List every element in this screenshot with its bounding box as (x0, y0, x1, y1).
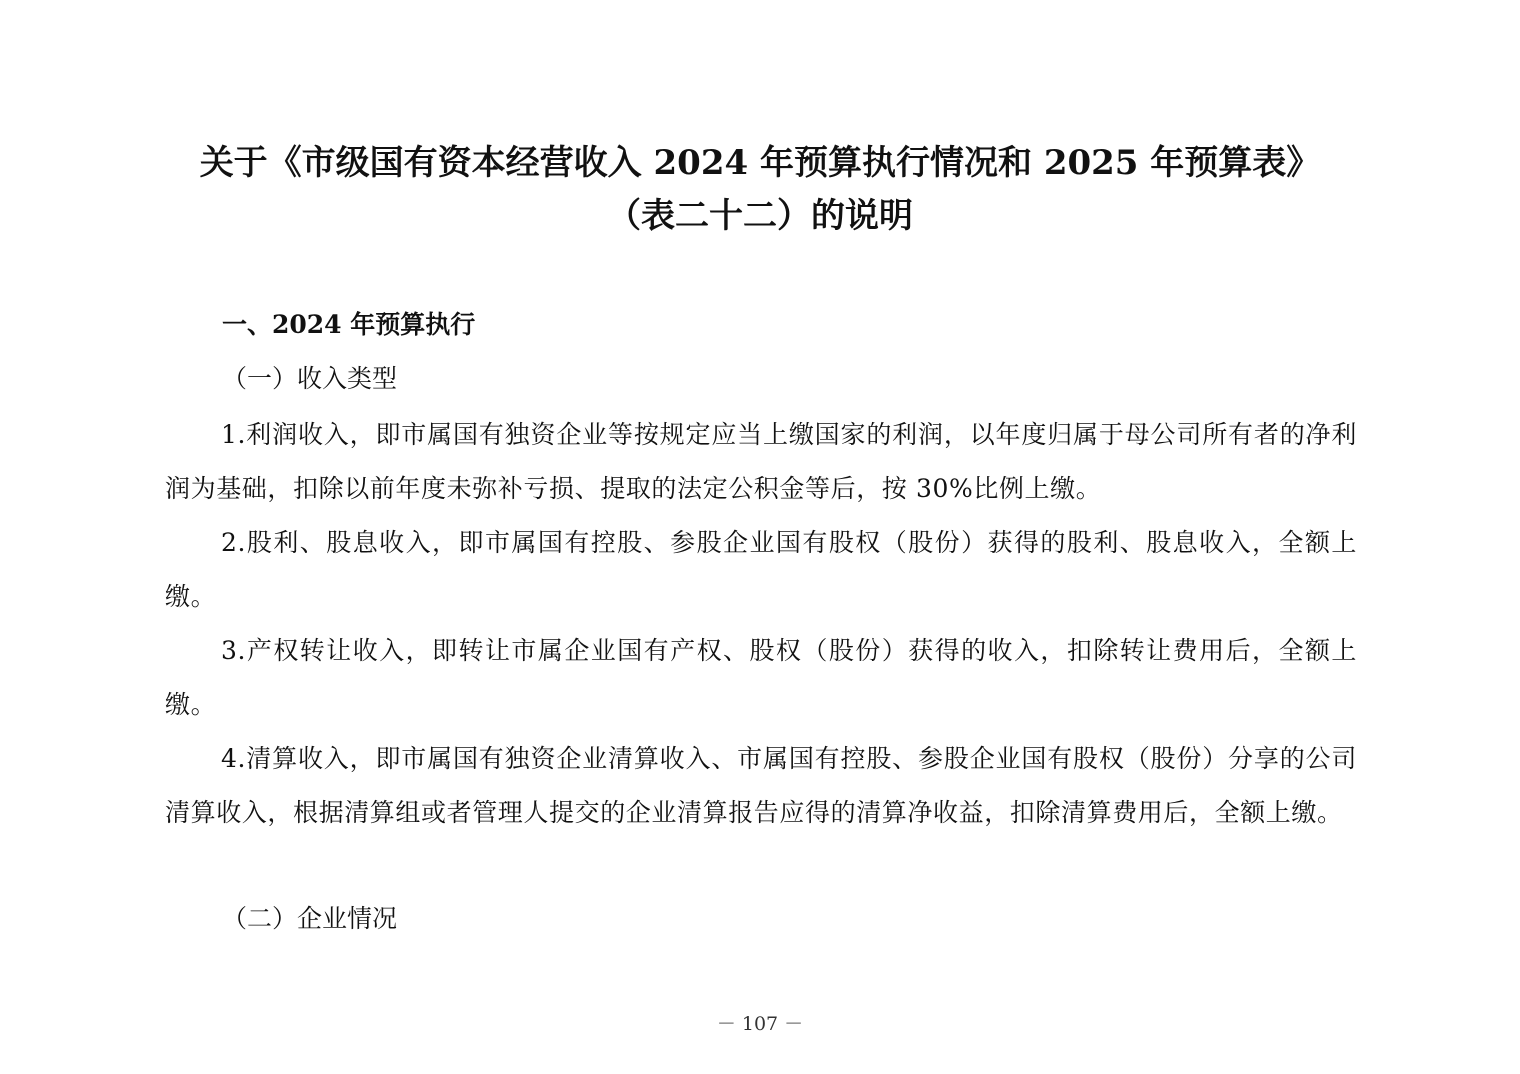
document-title-line-2: （表二十二）的说明 (607, 196, 913, 236)
paragraph-dividend-income: 2.股利、股息收入，即市属国有控股、参股企业国有股权（股份）获得的股利、股息收入，全额上缴。 (165, 528, 1357, 611)
paragraph-liquidation-income: 4.清算收入，即市属国有独资企业清算收入、市属国有控股、参股企业国有股权（股份）分享的公司清算收入，根据清算组或者管理人提交的企业清算报告应得的清算净收益，扣除清算费用后，全额上缴。 (165, 744, 1357, 827)
section-heading-1: 一、2024 年预算执行 (222, 310, 476, 339)
subsection-heading-1: （一）收入类型 (222, 364, 398, 393)
document-title-line-1: 关于《市级国有资本经营收入 2024 年预算执行情况和 2025 年预算表》 (199, 143, 1321, 183)
paragraph-transfer-income: 3.产权转让收入，即转让市属企业国有产权、股权（股份）获得的收入，扣除转让费用后，全额上缴。 (165, 636, 1357, 719)
paragraph-profit-income: 1.利润收入，即市属国有独资企业等按规定应当上缴国家的利润，以年度归属于母公司所有者的净利润为基础，扣除以前年度未弥补亏损、提取的法定公积金等后，按 30%比例上缴。 (165, 420, 1357, 503)
page-number: － 107 － (716, 1013, 804, 1035)
subsection-heading-2: （二）企业情况 (222, 904, 398, 933)
